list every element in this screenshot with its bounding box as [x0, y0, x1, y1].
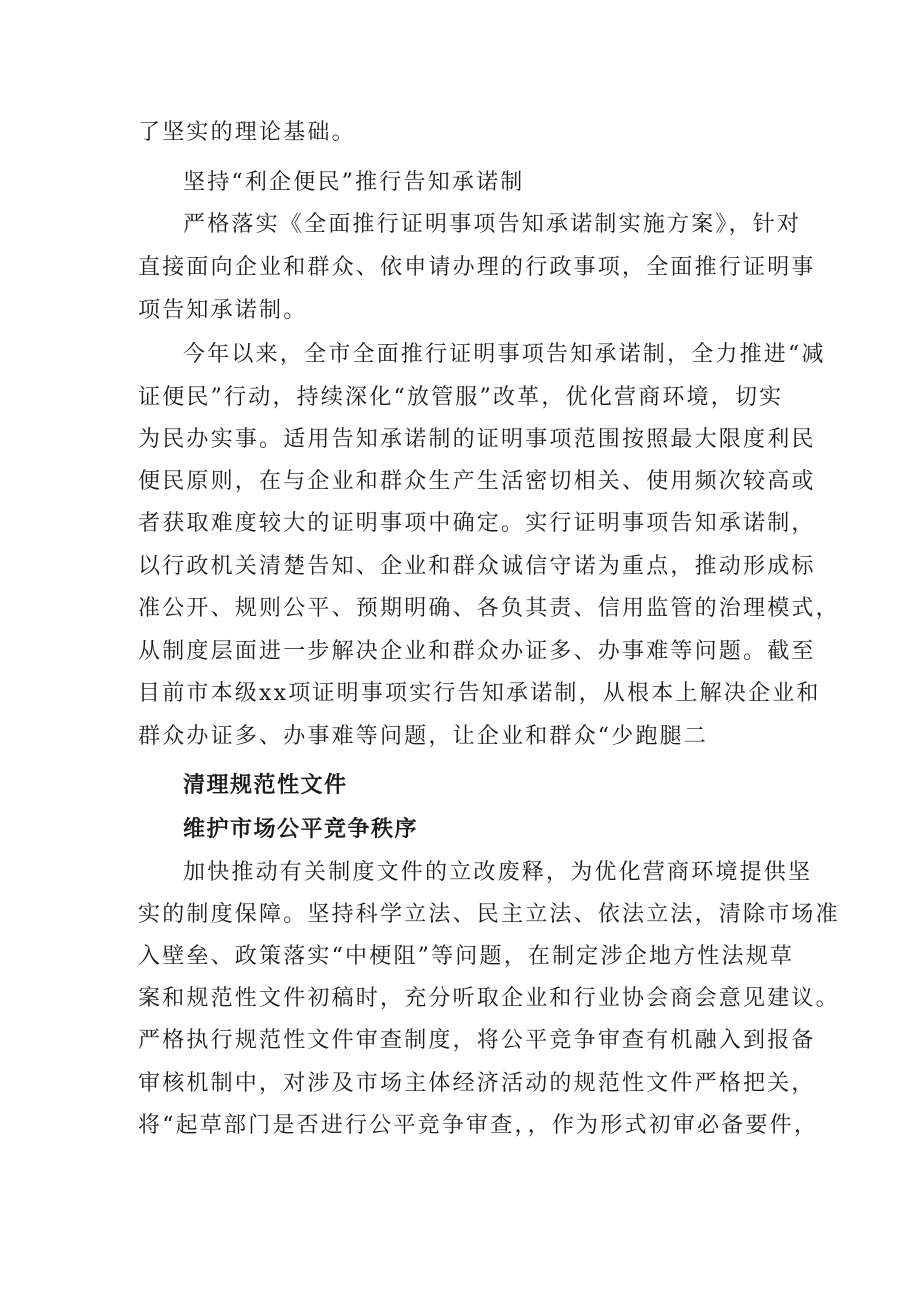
paragraph-line: 证便民”行动，持续深化“放管服”改革，优化营商环境，切实 — [138, 385, 784, 410]
paragraph-line: 实的制度保障。坚持科学立法、民主立法、依法立法，清除市场准 — [138, 902, 840, 927]
paragraph-line: 了坚实的理论基础。 — [138, 120, 356, 145]
section-heading: 清理规范性文件 — [183, 773, 348, 798]
paragraph-line: 目前市本级xx项证明事项实行告知承诺制，从根本上解决企业和 — [138, 681, 821, 706]
paragraph-line: 为民办实事。适用告知承诺制的证明事项范围按照最大限度利民 — [138, 427, 816, 452]
paragraph-line: 准公开、规则公平、预期明确、各负其责、信用监管的治理模式， — [138, 596, 840, 621]
paragraph-line: 案和规范性文件初稿时，充分听取企业和行业协会商会意见建议。 — [138, 986, 840, 1011]
section-title: 坚持“利企便民”推行告知承诺制 — [183, 170, 525, 195]
paragraph-line: 审核机制中，对涉及市场主体经济活动的规范性文件严格把关， — [138, 1071, 816, 1096]
section-heading: 维护市场公平竞争秩序 — [183, 817, 419, 842]
paragraph-line: 今年以来，全市全面推行证明事项告知承诺制，全力推进“减 — [183, 342, 826, 367]
paragraph-line: 入壁垒、政策落实“中梗阻”等问题，在制定涉企地方性法规草 — [138, 944, 795, 969]
paragraph-line: 以行政机关清楚告知、企业和群众诚信守诺为重点，推动形成标 — [138, 554, 816, 579]
paragraph-line: 将“起草部门是否进行公平竞争审查，，作为形式初审必备要件， — [138, 1113, 819, 1138]
paragraph-line: 严格落实《全面推行证明事项告知承诺制实施方案》，针对 — [183, 212, 802, 237]
paragraph-line: 便民原则，在与企业和群众生产生活密切相关、使用频次较高或 — [138, 469, 816, 494]
paragraph-line: 加快推动有关制度文件的立改废释，为优化营商环境提供坚 — [183, 860, 813, 885]
paragraph-line: 者获取难度较大的证明事项中确定。实行证明事项告知承诺制， — [138, 511, 816, 536]
paragraph-line: 项告知承诺制。 — [138, 298, 308, 323]
paragraph-line: 从制度层面进一步解决企业和群众办证多、办事难等问题。截至 — [138, 639, 816, 664]
paragraph-line: 严格执行规范性文件审查制度，将公平竞争审查有机融入到报备 — [138, 1028, 816, 1053]
paragraph-line: 直接面向企业和群众、依申请办理的行政事项，全面推行证明事 — [138, 255, 816, 280]
paragraph-line: 群众办证多、办事难等问题，让企业和群众“少跑腿二 — [138, 724, 709, 749]
